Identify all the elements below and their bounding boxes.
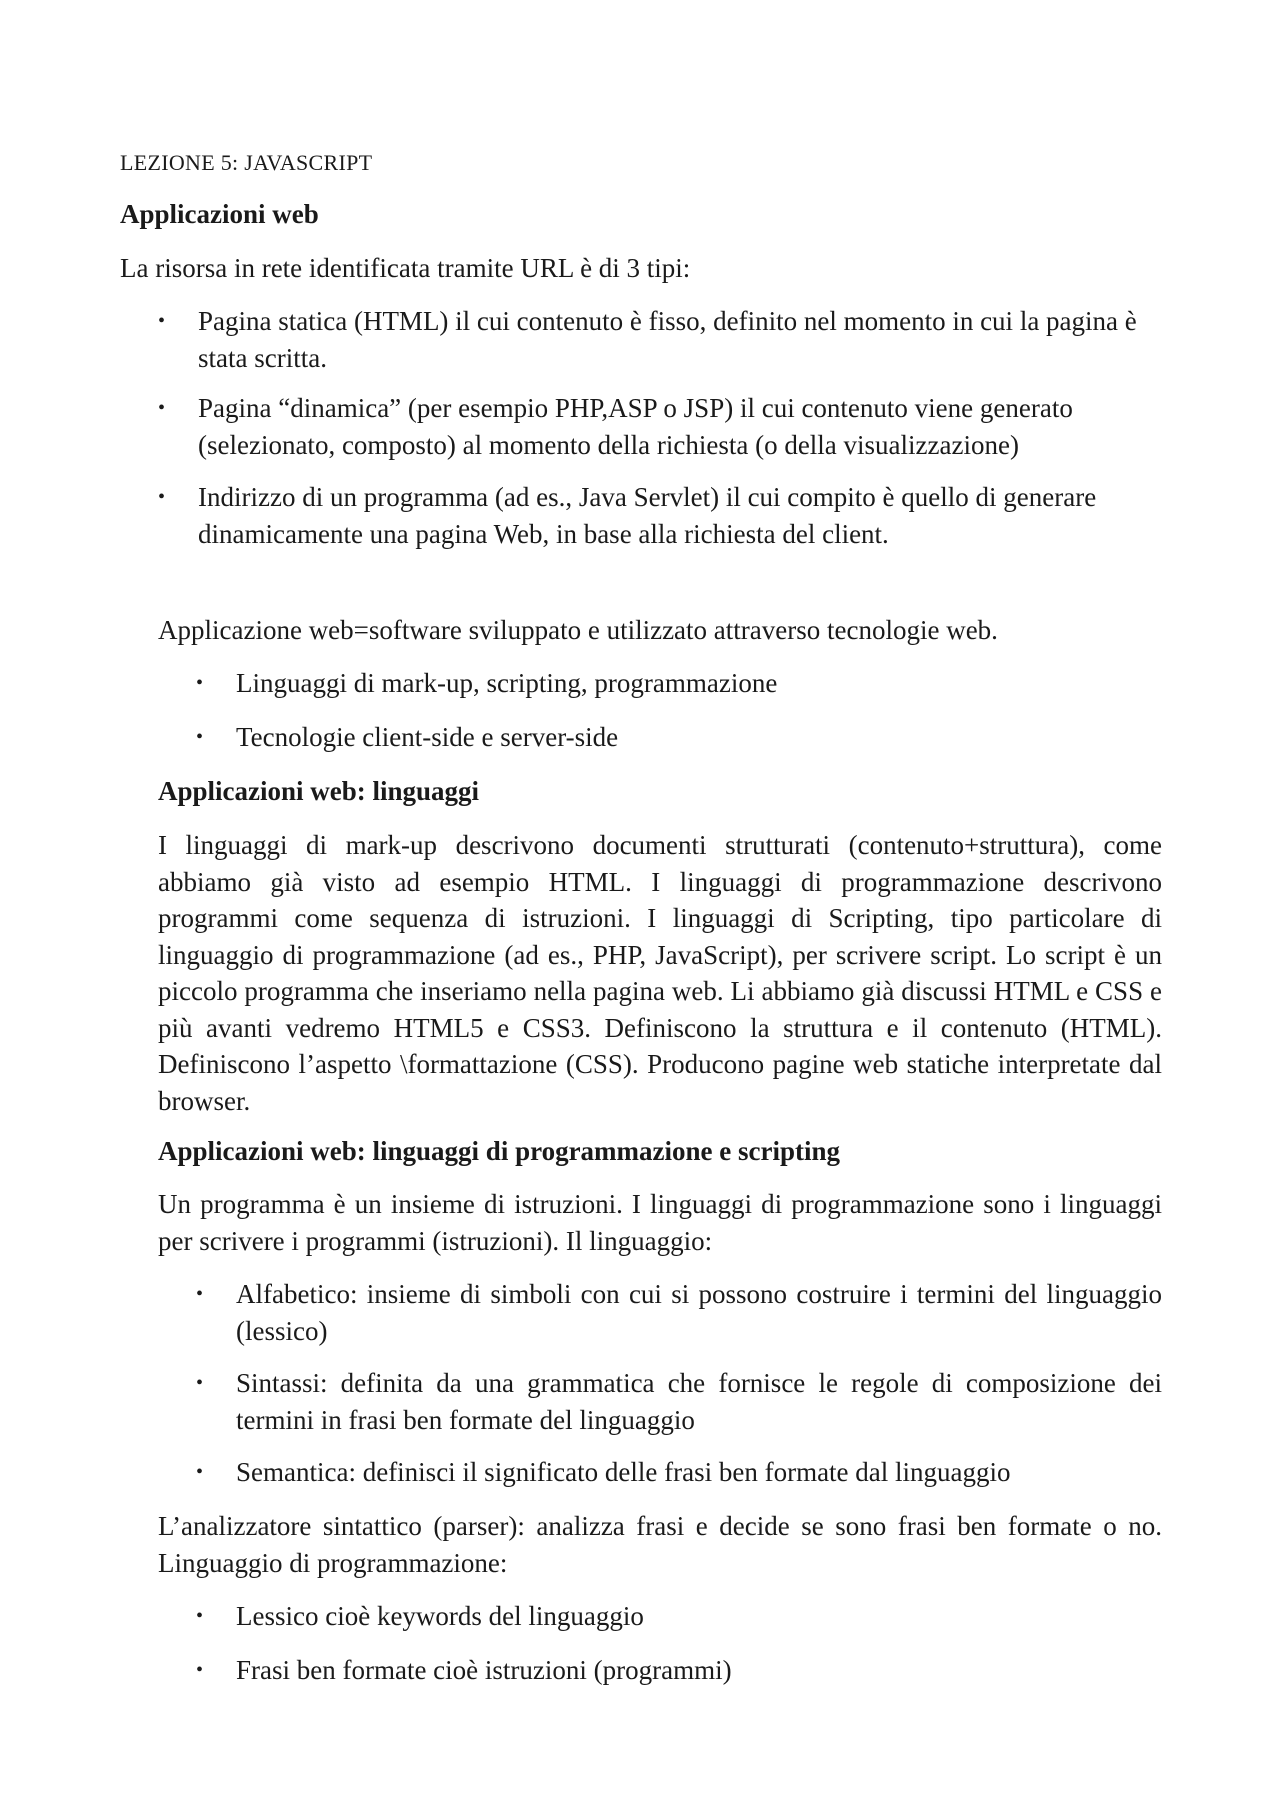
list-item [196, 1365, 1162, 1438]
section-title-applicazioni-web: Applicazioni web [120, 199, 319, 229]
list-item-text: Pagina “dinamica” (per esempio PHP,ASP o JSP) il cui contenuto viene generato (selezionato, composto) al momento della richiesta (o della visualizzazione) [198, 393, 1073, 460]
lesson-title: LEZIONE 5: JAVASCRIPT [120, 150, 373, 175]
webapp-technologies-list [196, 665, 1166, 755]
list-item-text: Indirizzo di un programma (ad es., Java Servlet) il cui compito è quello di generare dinamicamente una pagina Web, in base alla richiesta del client. [198, 482, 1097, 549]
list-item-text: Tecnologie client-side e server-side [236, 721, 619, 752]
list-item-text: Linguaggi di mark-up, scripting, programmazione [236, 668, 778, 698]
list-item-text: Alfabetico: insieme di simboli con cui si possono costruire i termini del linguaggio (lessico) [236, 1279, 1162, 1346]
bullet-glyph: • [158, 397, 166, 419]
bullet-glyph: • [196, 1372, 204, 1394]
programming-language-list [196, 1598, 1162, 1688]
list-item [158, 390, 1160, 463]
bullet-glyph: • [196, 725, 204, 748]
list-item [196, 719, 1166, 756]
list-item [196, 1598, 1162, 1635]
url-types-list [158, 303, 1160, 552]
list-item-text: Pagina statica (HTML) il cui contenuto è fisso, definito nel momento in cui la pagina è stata scritta. [198, 306, 1137, 373]
list-item [196, 1652, 1162, 1689]
intro-lead: La risorsa in rete identificata tramite URL è di 3 tipi: [120, 253, 691, 283]
webapp-definition: Applicazione web=software sviluppato e utilizzato attraverso tecnologie web. [158, 615, 998, 645]
list-item [196, 1276, 1162, 1349]
bullet-glyph: • [158, 310, 166, 332]
list-item-text: Semantica: definisci il significato delle frasi ben formate dal linguaggio [236, 1457, 1011, 1487]
bullet-glyph: • [196, 1605, 204, 1627]
list-item [158, 479, 1160, 552]
list-item-text: Frasi ben formate cioè istruzioni (programmi) [236, 1654, 732, 1685]
programming-body: Un programma è un insieme di istruzioni. I linguaggi di programmazione sono i linguaggi per scrivere i programmi (istruzioni). Il linguaggio: [158, 1189, 1162, 1256]
languages-body: I linguaggi di mark-up descrivono documenti strutturati (contenuto+struttura), come abbiamo già visto ad esempio HTML. I linguaggi di programmazione descrivono programmi come sequenza di istruzioni. I linguaggi di Scripting, tipo particolare di linguaggio di programmazione (ad es., PHP, JavaScript), per scrivere script. Lo script è un piccolo programma che inseriamo nella pagina web. Li abbiamo già discussi HTML e CSS e più avanti vedremo HTML5 e CSS3. Definiscono la struttura e il contenuto (HTML). Definiscono l’aspetto \formattazione (CSS). Producono pagine web statiche interpretate dal browser. [158, 830, 1162, 1116]
bullet-glyph: • [196, 1461, 204, 1483]
list-item [196, 665, 1166, 702]
list-item [158, 303, 1160, 376]
list-item [196, 1454, 1162, 1491]
list-item-text: Lessico cioè keywords del linguaggio [236, 1601, 644, 1631]
list-item-text: Sintassi: definita da una grammatica che fornisce le regole di composizione dei termini in frasi ben formate del linguaggio [236, 1368, 1162, 1435]
bullet-glyph: • [196, 672, 204, 694]
language-properties-list [196, 1276, 1162, 1491]
bullet-glyph: • [196, 1658, 204, 1681]
bullet-glyph: • [196, 1283, 204, 1305]
section-title-linguaggi: Applicazioni web: linguaggi [158, 776, 480, 806]
section-title-programmazione-scripting: Applicazioni web: linguaggi di programmazione e scripting [158, 1136, 841, 1166]
bullet-glyph: • [158, 486, 166, 508]
parser-text: L’analizzatore sintattico (parser): analizza frasi e decide se sono frasi ben formate o no. Linguaggio di programmazione: [158, 1511, 1162, 1578]
